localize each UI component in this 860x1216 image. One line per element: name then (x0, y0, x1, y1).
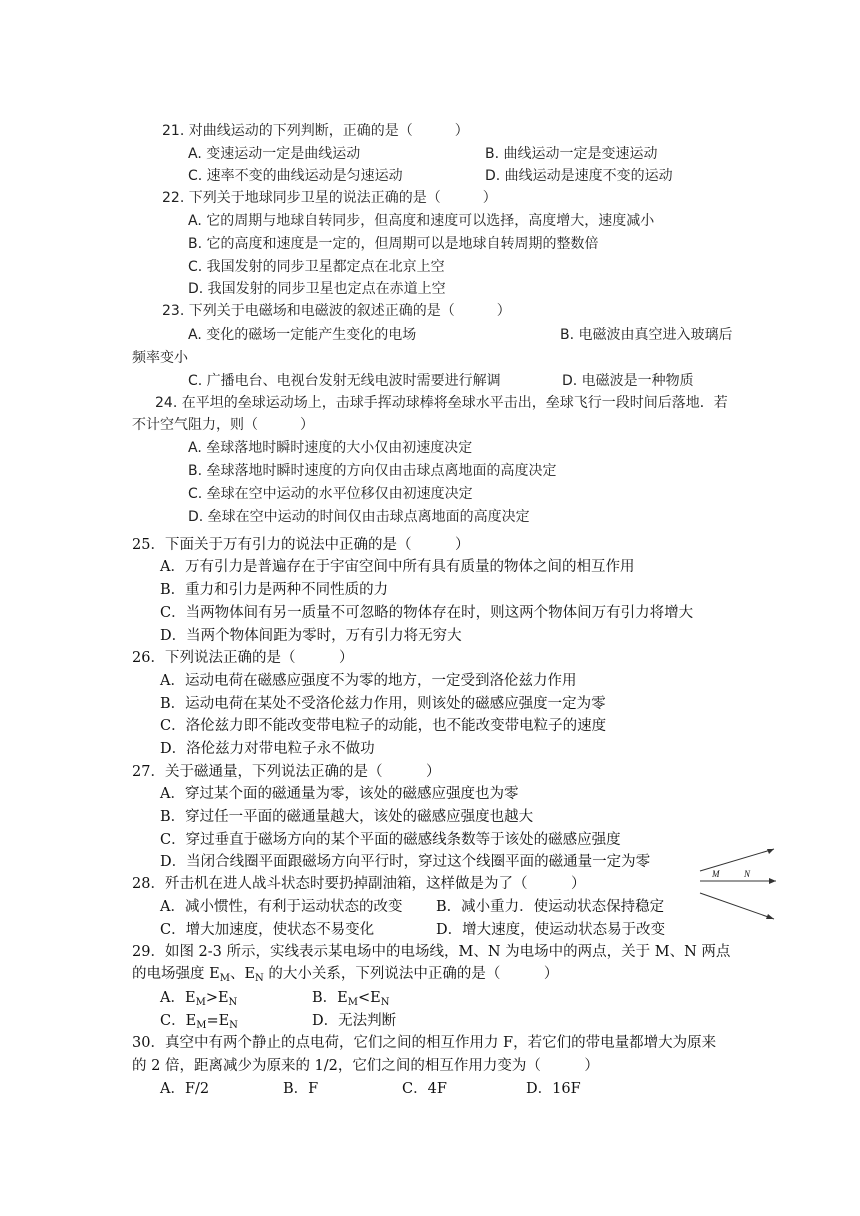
q30-option-d: D．16F (526, 1081, 581, 1097)
field-line-middle-arrow (769, 878, 776, 884)
q24-option-a: A. 垒球落地时瞬时速度的大小仅由初速度决定 (188, 440, 473, 456)
field-line-top (700, 849, 774, 871)
q27-option-b: B．穿过任一平面的磁通量越大，该处的磁感应强度也越大 (160, 809, 534, 825)
q21-option-c: C. 速率不变的曲线运动是匀速运动 (188, 168, 403, 184)
question-24-stem-continued: 不计空气阻力，则（ ） (132, 417, 314, 433)
q28-option-b: B．减小重力．使运动状态保持稳定 (436, 899, 665, 915)
question-22-stem: 22. 下列关于地球同步卫星的说法正确的是（ ） (162, 190, 497, 206)
field-line-bottom-arrow (766, 914, 774, 919)
q21-option-d: D. 曲线运动是速度不变的运动 (485, 168, 673, 184)
question-28-stem: 28．歼击机在进人战斗状态时要扔掉副油箱，这样做是为了（ ） (132, 876, 586, 892)
q23-option-c: C. 广播电台、电视台发射无线电波时需要进行解调 (188, 373, 501, 389)
point-m-label: M (712, 869, 720, 879)
q28-option-d: D．增大速度，使运动状态易于改变 (436, 922, 666, 938)
q21-option-b: B. 曲线运动一定是变速运动 (485, 146, 658, 162)
q27-option-a: A．穿过某个面的磁通量为零，该处的磁感应强度也为零 (160, 786, 519, 802)
question-27-stem: 27．关于磁通量，下列说法正确的是（ ） (132, 764, 441, 780)
q30-option-a: A．F/2 (160, 1081, 210, 1097)
q22-option-b: B. 它的高度和速度是一定的，但周期可以是地球自转周期的整数倍 (188, 236, 599, 252)
question-30-stem: 30．真空中有两个静止的点电荷，它们之间的相互作用力 F，若它们的带电量都增大为原来 (132, 1035, 717, 1051)
q27-option-c: C．穿过垂直于磁场方向的某个平面的磁感线条数等于该处的磁感应强度 (160, 832, 621, 848)
question-21-stem: 21. 对曲线运动的下列判断，正确的是（ ） (162, 123, 469, 139)
electric-field-lines-figure (698, 843, 782, 923)
q23-option-d: D. 电磁波是一种物质 (562, 373, 694, 389)
q29-option-c: C．$E_M=E_N$ (160, 1013, 238, 1031)
question-23-stem: 23. 下列关于电磁场和电磁波的叙述正确的是（ ） (162, 303, 511, 319)
point-n-label: N (744, 869, 751, 879)
question-24-stem: 24. 在平坦的垒球运动场上，击球手挥动球棒将垒球水平击出，垒球飞行一段时间后落地．若 (155, 395, 728, 411)
q22-option-d: D. 我国发射的同步卫星也定点在赤道上空 (188, 281, 446, 297)
q24-option-d: D. 垒球在空中运动的时间仅由击球点离地面的高度决定 (188, 509, 530, 525)
q25-option-b: B．重力和引力是两种不同性质的力 (160, 582, 389, 598)
question-25-stem: 25．下面关于万有引力的说法中正确的是（ ） (132, 537, 470, 553)
q22-option-c: C. 我国发射的同步卫星都定点在北京上空 (188, 259, 445, 275)
question-30-stem-continued: 的 2 倍，距离减少为原来的 1/2，它们之间的相互作用力变为（ ） (132, 1058, 599, 1074)
q25-option-c: C．当两物体间有另一质量不可忽略的物体存在时，则这两个物体间万有引力将增大 (160, 605, 694, 621)
q25-option-a: A．万有引力是普遍存在于宇宙空间中所有具有质量的物体之间的相互作用 (160, 559, 635, 575)
q28-option-c: C．增大加速度，使状态不易变化 (160, 922, 375, 938)
q24-option-b: B. 垒球落地时瞬时速度的方向仅由击球点离地面的高度决定 (188, 463, 557, 479)
question-29-stem: 29．如图 2-3 所示，实线表示某电场中的电场线，M、N 为电场中的两点，关于 M、N 两点 (132, 944, 731, 960)
q28-option-a: A．减小惯性，有利于运动状态的改变 (160, 899, 403, 915)
q25-option-d: D．当两个物体间距为零时，万有引力将无穷大 (160, 628, 462, 644)
q22-option-a: A. 它的周期与地球自转同步，但高度和速度可以选择，高度增大，速度减小 (188, 213, 655, 229)
q29-option-b: B．$E_M<E_N$ (312, 990, 390, 1008)
q23-option-b-continued: 频率变小 (132, 350, 188, 366)
field-line-bottom (700, 893, 774, 919)
q30-option-c: C．4F (402, 1081, 447, 1097)
q21-option-a: A. 变速运动一定是曲线运动 (188, 146, 361, 162)
q26-option-b: B．运动电荷在某处不受洛伦兹力作用，则该处的磁感应强度一定为零 (160, 696, 606, 712)
q23-option-a: A. 变化的磁场一定能产生变化的电场 (188, 327, 417, 343)
q29-option-a: A．$E_M>E_N$ (160, 990, 238, 1008)
q30-option-b: B．F (283, 1081, 319, 1097)
q26-option-c: C．洛伦兹力即不能改变带电粒子的动能，也不能改变带电粒子的速度 (160, 718, 607, 734)
field-line-top-arrow (767, 849, 774, 854)
q23-option-b: B. 电磁波由真空进入玻璃后 (560, 327, 733, 343)
q29-option-d: D．无法判断 (312, 1013, 397, 1029)
q24-option-c: C. 垒球在空中运动的水平位移仅由初速度决定 (188, 486, 473, 502)
q26-option-a: A．运动电荷在磁感应强度不为零的地方，一定受到洛伦兹力作用 (160, 673, 577, 689)
q26-option-d: D．洛伦兹力对带电粒子永不做功 (160, 741, 375, 757)
question-29-stem-continued: 的电场强度 $E_M$、$E_N$ 的大小关系，下列说法中正确的是（ ） (132, 966, 559, 984)
question-26-stem: 26．下列说法正确的是（ ） (132, 650, 354, 666)
q27-option-d: D．当闭合线圈平面跟磁场方向平行时，穿过这个线圈平面的磁通量一定为零 (160, 854, 651, 870)
